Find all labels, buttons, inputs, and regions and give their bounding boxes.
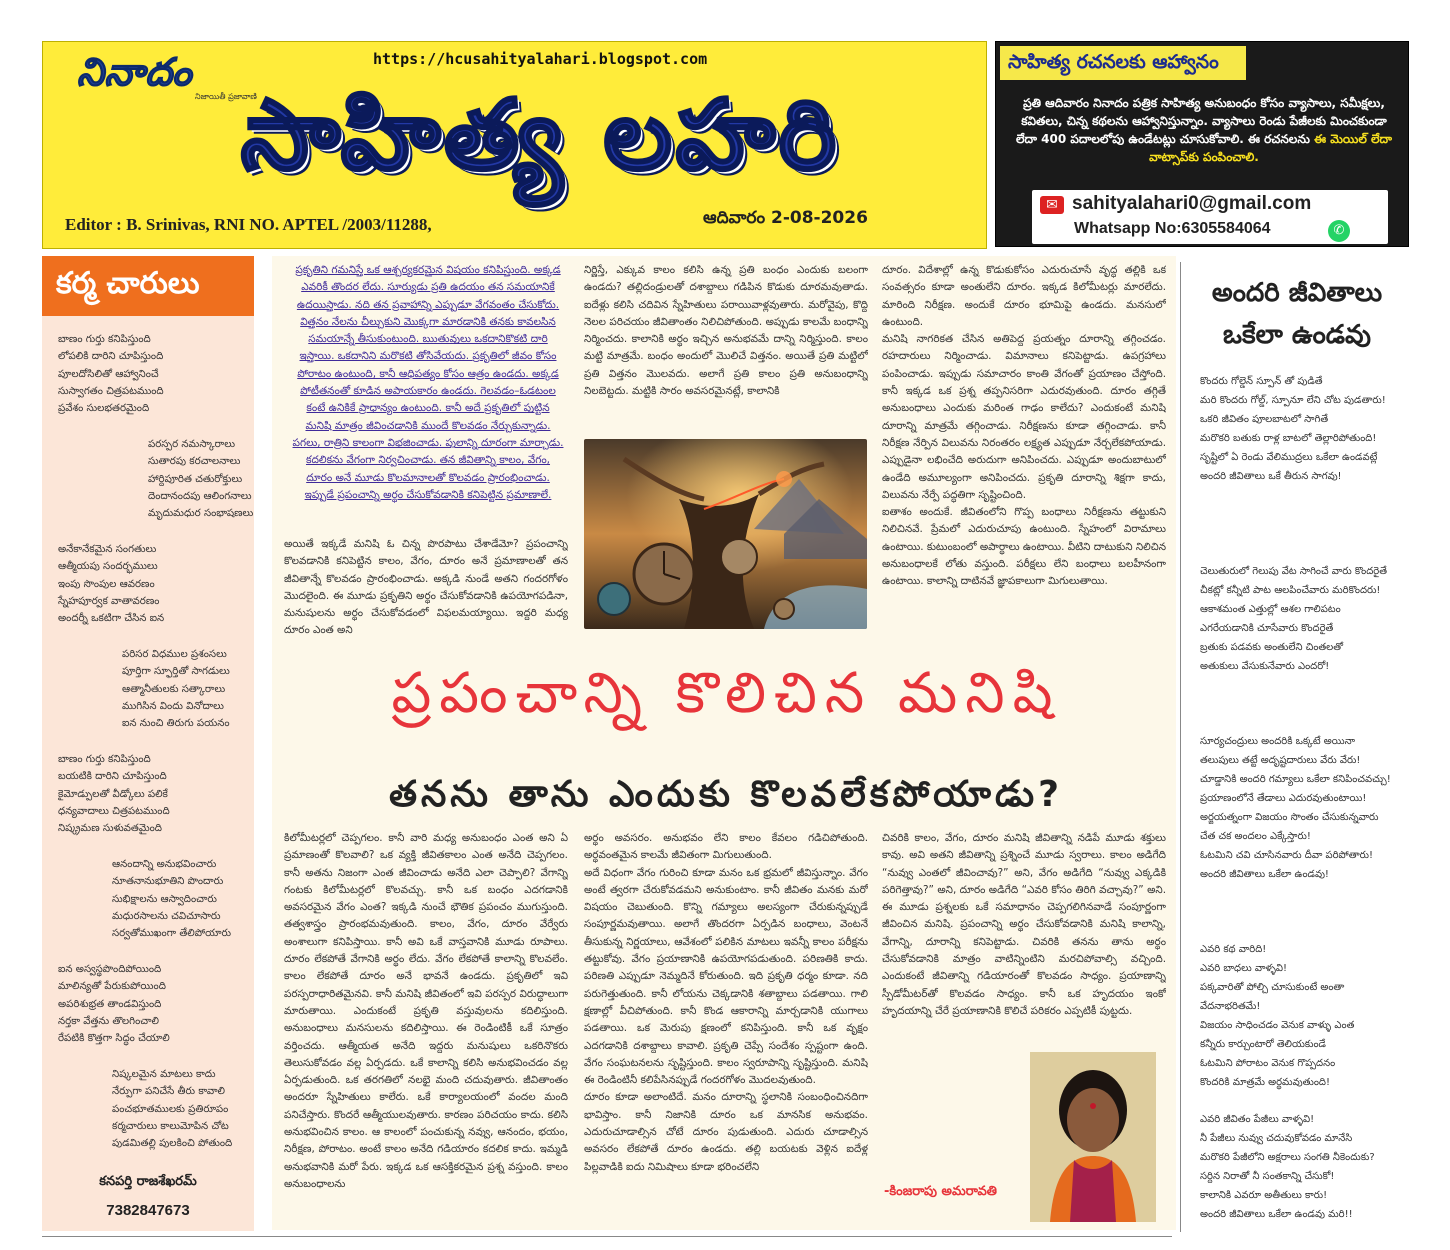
poem-stanza: ఎవరి కథ వారిది! ఎవరి బాధలు వాళ్ళవి! పక్కవారితో పోల్చి చూసుకుంటే అంతా వేదనాభరితమే! విజయం సాధించడం వెనుక వాళ్ళు ఎంత కన్నీరు కార్చుంటారో తెలియకుండే ఓటమిని పోరాటం వెనుక గొప్పదనం కొందరికి మాత్రమే అర్థమవుతుంది! [1200, 944, 1355, 1088]
masthead [42, 41, 987, 249]
call-title: సాహిత్య రచనలకు ఆహ్వానం [1000, 46, 1246, 80]
left-poem-column [42, 256, 254, 1231]
call-text [1014, 94, 1394, 166]
article-headline: ప్రపంచాన్ని కొలిచిన మనిషి [391, 661, 1061, 726]
article-intro: ప్రకృతిని గమనిస్తే ఒక ఆశ్చర్యకరమైన విషయం కనిపిస్తుంది. అక్కడ ఎవరికీ తొందర లేదు. సూర్యుడు ప్రతి ఉదయం తన సమయానికే ఉదయిస్తాడు. నది తన ప్రవాహాన్ని ఎప్పుడూ వేగవంతం చేసుకోదు. విత్తనం నేలను చీల్చుకుని మొక్కగా మారడానికి తనకు కావలసిన సమయాన్నే తీసుకుంటుంది. ఋతువులు ఒకదానికొకటి దారి ఇస్తాయి. ఒకదానిని మరొకటి తోసివేయదు. ప్రకృతిలో జీవం కోసం పోరాటం ఉంటుంది, కానీ ఆధిపత్యం కోసం ఆత్రం ఉండదు. అక్కడ పోటీతనంతో కూడిన అపాయకారం ఉండదు. గెలవడం–ఓడటంల కంటే ఉనికికే ప్రాధాన్యం ఉంటుంది. కానీ అదే ప్రకృతిలో పుట్టిన మనిషి మాత్రం జీవించడానికి ముందే కొలవడం నేర్చుకున్నాడు. పగలు, రాత్రిని కాలంగా విభజించాడు. పులాన్ని దూరంగా మార్చాడు. కదలికను వేగంగా నిర్వచించాడు. తన జీవితాన్ని కాలం, వేగం, దూరం అనే మూడు కొలమానాలతో కొలవడం ప్రారంభించాడు. ఇప్పుడే ప్రపంచాన్ని అర్థం చేసుకోవడానికి కనిపెట్టిన ప్రమాణాలే. [292, 264, 564, 501]
column-divider [1180, 262, 1181, 1232]
brand-logo: నినాదం [77, 50, 193, 94]
issue-date: ఆదివారం 2-08-2026 [703, 208, 868, 228]
article-byline: -కింజరాపు అమరావతి [884, 1184, 997, 1199]
article-col3-bottom: చివరికి కాలం, వేగం, దూరం మనిషి జీవితాన్ని నడిపే మూడు శక్తులు కావు. అవి అతని జీవితాన్ని ప్రశ్నించే మూడు స్వరాలు. కాలం అడిగేది “నువ్వు ఎంతలో జీవించావు?” అని, వేగం అడిగేది “నువ్వు ఎక్కడికి పరిగెత్తావు?” అని, దూరం అడిగేది “ఎవరి కోసం తిరిగి వచ్చావు?” అని. ఈ మూడు ప్రశ్నలకు ఒకే సమాధానం చెప్పగలిగినవాడే సంపూర్ణంగా జీవించిన మనిషి. ప్రపంచాన్ని అర్థం చేసుకోవడానికి మనిషి కాలాన్ని, వేగాన్ని, దూరాన్ని కనిపెట్టాడు. చివరికి తనను తాను అర్థం చేసుకోవడానికి మాత్రం వాటిన్నింటిని మరచిపోవాల్సి వచ్చింది. ఎందుకంటే జీవితాన్ని గడియారంతో కొలవడం సాధ్యం. ప్రయాణాన్ని స్పీడోమీటర్‌తో కొలవడం సాధ్యం. కానీ ఒక హృదయం ఇంకో హృదయాన్ని చేరే ప్రయాణానికి కొలిచే పరికరం ఎప్పటికీ పుట్టదు. [882, 832, 1166, 1017]
main-article [272, 256, 1176, 1230]
author-photo [1030, 1052, 1156, 1222]
poem-stanza: ఐన అస్వస్థపొందిపోయింది మాలిన్యతో పేరుకుపోయింది అపరిశుభ్రత తాండవిస్తుంది నర్తకా వేత్తను తొలగించాలి రేపటికి కొత్తగా సిద్ధం చేయాలి [58, 964, 170, 1045]
poem-stanza: చెలుతురులో గెలుపు వేట సాగించే వారు కొందరైతే చీకట్లో కన్నీటి పాట ఆలపించేవారు మరికొందరు! ఆకాశమంత ఎత్తుల్లో ఆశల గాలిపటం ఎగరేయడానికి చూసేవారు కొందరైతే బ్రతుకు పడవకు అంతులేని చింతలతో అతుకులు వేసుకునేవారు ఎందరో! [1200, 566, 1387, 672]
left-poem-title: కర్మ చారులు [42, 256, 254, 316]
contact-email[interactable]: sahityalahari0@gmail.com [1072, 193, 1312, 214]
poem-stanza: పరస్పర నమస్కారాలు సుతారపు కరచాలనాలు హార్దిపూరిత చతురోక్తులు దెందానందపు ఆలింగనాలు మృదుమధుర సంభాషణలు [148, 439, 254, 520]
article-col1-bottom: కిలోమీటర్లలో చెప్పగలం. కానీ వారి మధ్య అనుబంధం ఎంత అని ఏ ప్రమాణంతో కొలవాలి? ఒక వ్యక్తి జీవితకాలం ఎంత అనేది చెప్పగలం. కానీ అతను నిజంగా ఎంత జీవించాడు అనేది ఎలా చెప్పాలి? వేగాన్ని గంటకు కిలోమీటర్లలో కొలవచ్చు. కానీ ఒక బంధం ఎదగడానికి అవసరమైన వేగం ఎంత? ఇక్కడి నుంచే భౌతిక ప్రపంచం ముగుస్తుంది. తత్వశాస్త్రం ప్రారంభమవుతుంది. కాలం, వేగం, దూరం వేర్వేరు అంశాలుగా కనిపిస్తాయి. కానీ అవి ఒకే వాస్తవానికి మూడు రూపాలు. దూరం లేకపోతే వేగానికి అర్థం లేదు. వేగం లేకపోతే కాలాన్ని కొలవలేం. కాలం లేకపోతే దూరం అనే భావనే ఉండదు. ప్రకృతిలో ఇవి పరస్పరాధారితమైనవి. కానీ మనిషి జీవితంలో ఇవి పరస్పర విరుద్ధాలుగా మారుతాయి. ఎందుకంటే ప్రకృతి వస్తువులను కదిలిస్తుంది. అనుబంధాలు మనసులను కదిలిస్తాయి. ఈ రెండింటికీ ఒకే సూత్రం వర్తించదు. ఆత్మీయత అనేది ఇద్దరు మనుషులు ఒకరినొకరు తెలుసుకోవడం వల్ల ఏర్పడదు. ఒకే కాలాన్ని కలిసి అనుభవించడం వల్ల ఏర్పడుతుంది. ఒక తరగతిలో నలభై మంది చదువుతారు. జీవితాంతం అందరూ స్నేహితులు కాలేరు. ఒకే కార్యాలయంలో వందల మంది పనిచేస్తారు. కొందరే ఆత్మీయులవుతారు. కారణం పరిచయం కాదు. కలిసి అనుభవించిన కాలం. ఆ కాలంలో పంచుకున్న నవ్వు, ఆనందం, భయం, నిరీక్షణ, పోరాటం. అంటే కాలం అనేది గడియారం కదలిక కాదు. ఇమ్మడి అనుభవానికి మరో పేరు. ఇక్కడ ఒక ఆసక్తికరమైన ప్రశ్న వస్తుంది. కాలం అనుబంధాలను [284, 832, 568, 1190]
poem-stanza: కొందరు గోల్డెన్ స్పూన్ తో పుడితే మరి కొందరు గోల్డ్, స్పూనూ లేని చోట పుడతారు! ఒకరి జీవితం పూలబాటలో సాగితే మరొకరి బతుకు రాళ్ల బాటలో తెల్లారిపోతుంది! సృష్టిలో ఏ రెండు వేలిముద్రలు ఒకేలా ఉండవట్లే అందరి జీవితాలు ఒకే తీరున సాగవు! [1200, 376, 1386, 482]
whatsapp-icon: ✆ [1328, 220, 1350, 242]
poem-stanza: బాణం గుర్తు కనిపిస్తుంది బయటికి దారిని చూపిస్తుంది కైమోడ్పులతో వీడ్కోలు పలికే ధన్యవాదాలు చిత్రపటముంది నిష్క్రమణ సుళువతమైంది [58, 754, 170, 835]
poem-stanza: సూర్యచంద్రులు అందరికి ఒక్కటే అయినా తలుపులు తట్టే అదృష్టదారులు వేరు వేరు! చూడ్డానికి అందరి గమ్యాలు ఒకేలా కనిపించవచ్చు! ప్రయాణంలోనే తేడాలు ఎదురవుతుంటాయి! అర్జయత్నంగా విజయం సొంతం చేసుకున్నవారు చేత చక అందలం ఎక్కేస్తారు! ఓటమిని చవి చూసినవారు దీవా పరిపోతారు! అందరి జీవితాలు ఒకేలా ఉండవు! [1200, 736, 1391, 880]
poem-stanza: పరిసర విధముల ప్రశంసలు పూర్తిగా స్ఫూర్తితో సాగడులు ఆత్మానీతులకు సత్కారాలు ముగిసిన విందు వినోదాలు ఐన నుంచి తిరుగు పయనం [122, 649, 230, 730]
clock-tree-illustration [584, 439, 867, 629]
article-col2-bottom: అర్థం అవసరం. అనుభవం లేని కాలం కేవలం గడిచిపోతుంది. అర్థవంతమైన కాలమే జీవితంగా మిగులుతుంది. అదే విధంగా వేగం గురించి కూడా మనం ఒక భ్రమలో జీవిస్తున్నాం. వేగం అంటే త్వరగా చేరుకోవడమని అనుకుంటాం. కానీ జీవితం మనకు మరో విషయం చెబుతుంది. కొన్ని గమ్యాలు అలస్యంగా చేరుకున్నప్పుడే సంపూర్ణమవుతాయి. అలాగే తొందరగా ఏర్పడిన బంధాలు, వెంటనే తీసుకున్న నిర్ణయాలు, ఆవేశంలో పలికిన మాటలు ఇవన్నీ కాలం పరీక్షను తట్టుకోవు. వేగం ప్రయాణానికి ఉపయోగపడుతుంది. పరిణతికి కాదు. పరిణతి ఎప్పుడూ నెమ్మదినే కోరుతుంది. ఇది ప్రకృతి ధర్మం కూడా. నది పరుగెత్తుతుంది. కానీ లోయను చెక్కడానికి శతాబ్దాలు పడతాయి. గాలి క్షణాల్లో వీచిపోతుంది. కానీ కొండ ఆకారాన్ని మార్చడానికి యుగాలు పడతాయి. ఒక మెరుపు క్షణంలో కనిపిస్తుంది. కానీ ఒక వృక్షం ఎదగడానికి దశాబ్దాలు కావాలి. ప్రకృతి చెప్పే సందేశం స్పష్టంగా ఉంది. వేగం సంఘటనలను సృష్టిస్తుంది. కాలం స్వరూపాన్ని సృష్టిస్తుంది. మనిషి ఈ రెండింటినీ కలిపేసినప్పుడే గందరగోళం మొదలవుతుంది. దూరం కూడా అలాంటిదే. మనం దూరాన్ని స్థలానికి సంబంధించినదిగా భావిస్తాం. కానీ నిజానికి దూరం ఒక మానసిక అనుభవం. ఎదురుచూడాల్సిన చోటే దూరం పుడుతుంది. ఎదురు చూడాల్సిన అవసరం లేకపోతే దూరం ఉండదు. తల్లి బయటకు వెళ్లిన ఐదేళ్ల పిల్లవాడికి ఐదు నిమిషాలు కూడా భరించలేని [584, 832, 868, 1173]
call-body: ప్రతి ఆదివారం నినాదం పత్రిక సాహిత్య అనుబంధం కోసం వ్యాసాలు, సమీక్షలు, కవితలు, చిన్న కథలను ఆహ్వానిస్తున్నాం. వ్యాసాలు రెండు పేజీలకు మించకుండా లేదా 400 పదాలలోపు ఉండేటట్లు చూసుకోవాలి. ఈ రచనలను [1015, 96, 1387, 146]
mail-icon: ✉ [1040, 196, 1064, 214]
brand-tagline: నిజాయితీ ప్రజావాణి [195, 92, 257, 101]
poem-stanza: నిష్కలమైన మాటలు కాదు నేర్పుగా పనిచేసే తీరు కావాలి పంచభూతములకు ప్రతిరూపం కర్మచారులు కాలుమోపిన చోట పుడమితల్లి పులకించి పోతుంది [112, 1069, 233, 1150]
right-poem-column [1186, 256, 1408, 1250]
submission-call-box [995, 41, 1409, 247]
call-highlight: ఈ మెయిల్ లేదా వాట్సాప్‌కు పంపించాలి. [1149, 132, 1393, 164]
article-col3-top: దూరం. విదేశాల్లో ఉన్న కొడుకుకోసం ఎదురుచూసే వృద్ధ తల్లికి ఒక సంవత్సరం కూడా అంతులేని దూరం. ఇక్కడ కిలోమీటర్లు మారలేదు. మారింది నిరీక్షణ. అందుకే దూరం భూమిపై ఉండదు. మనసులో ఉంటుంది. మనిషి నాగరికత చేసిన అతిపెద్ద ప్రయత్నం దూరాన్ని తగ్గించడం. రహదారులు నిర్మించాడు. విమానాలు కనిపెట్టాడు. ఉపగ్రహాలు పంపించాడు. ఇప్పుడు సమాచారం కాంతి వేగంతో ప్రయాణం చేస్తోంది. కానీ ఇక్కడ ఒక ప్రశ్న తప్పనిసరిగా ఎదురవుతుంది. దూరం తగ్గితే అనుబంధాలు ఎందుకు మరింత గాఢం కాలేదు? ఎందుకంటే మనిషి దూరాన్ని మాత్రమే తగ్గించాడు. నిరీక్షణను కూడా తగ్గించాడు. కానీ నిరీక్షణ నేర్పిన విలువను నిరంతరం లక్ష్యత ఎప్పుడూ నేర్చలేకపోయాడు. ఎప్పుడైనా లభించేది అరుదుగా అనిపించదు. ఎప్పుడూ అందుబాటులో ఉండేది అమూల్యంగా అనిపించదు. ప్రకృతి దూరాన్ని శిక్షగా కాదు, విలువను నేర్పే పద్ధతిగా సృష్టించింది. ఐతాశం అందుకే. జీవితంలోని గొప్ప బంధాలు నిరీక్షణను తట్టుకుని నిలిచినవే. ప్రేమలో ఎదురుచూపు ఉంటుంది. స్నేహంలో విరామాలు ఉంటాయి. కుటుంబంలో అపార్థాలు ఉంటాయి. వీటిని దాటుకుని నిలిచిన అనుబంధాలకే లోతు వస్తుంది. పరీక్షలు లేని బంధాలు బలహీనంగా ఉంటాయి. కాలాన్ని దాటినవే జ్ఞాపకాలుగా మిగులుతాయి. [882, 264, 1166, 588]
poem-stanza: ఎవరి జీవితం పేజీలు వాళ్ళవి! నీ పేజీలు నువ్వు చదువుకోవడం మానేసి మరొకరి పేజీలోని అక్షరాలు సంగతి నీకెందుకు? సర్దిన నిరాతో నీ సంతకాన్ని చేసుకో! కాలానికి ఎవరూ అతీతులు కారు! అందరి జీవితాలు ఒకేలా ఉండవు మరి!! [1200, 1114, 1375, 1220]
page-title: సాహిత్య లహరి [241, 78, 840, 191]
article-col2-top: నిర్ణిస్తే, ఎక్కువ కాలం కలిసి ఉన్న ప్రతి బంధం ఎందుకు బలంగా ఉండదు? తల్లిదండ్రులతో దశాబ్దాలు గడిపిన కొడుకు దూరమవుతాడు. ఐదేళ్లు కలిసి చదివిన స్నేహితులు పరాయివాళ్లవుతారు. మరోవైపు, కొద్ది నెలల పరిచయం జీవితాంతం నిలిచిపోతుంది. అప్పుడు కాలమే బంధాన్ని నిర్మించదు. కాలానికి అర్థం ఇచ్చిన అనుభవమే దాన్ని నిర్మిస్తుంది. కాలం మట్టి మాత్రమే. బంధం అందులో మొలిచే విత్తనం. అయితే ప్రతి మట్టిలో ప్రతి విత్తనం మొలవదు. అలాగే ప్రతి కాలం ప్రతి అనుబంధాన్ని నిలబెట్టదు. మట్టికి సారం అవసరమైనట్లే, కాలానికి [584, 264, 868, 398]
poem-author-phone: 7382847673 [106, 1202, 190, 1219]
editor-line: Editor : B. Srinivas, RNI NO. APTEL /2003/11288, [65, 215, 432, 234]
right-poem-title: అందరి జీవితాలు ఒకేలా ఉండవు [1211, 278, 1383, 350]
article-col1-top: అయితే ఇక్కడే మనిషి ఓ చిన్న పొరపాటు చేశాడేమో? ప్రపంచాన్ని కొలవడానికి కనిపెట్టిన కాలం, వేగం, దూరం అనే ప్రమాణాలతో తన జీవితాన్నే కొలవడం ప్రారంభించాడు. అక్కడి నుండే అతని గందరగోళం మొదలైంది. ఈ మూడు ప్రకృతిని అర్థం చేసుకోవడానికి ఉపయోగపడినా, మనుషులను అర్థం చేసుకోవడంలో విఫలమయ్యాయి. ఇద్దరి మధ్య దూరం ఎంత అని [284, 538, 568, 637]
poem-author: కనపర్తి రాజశేఖరమ్ [99, 1174, 197, 1189]
author-portrait [1030, 1052, 1156, 1222]
poem-stanza: బాణం గుర్తు కనిపిస్తుంది లోపలికి దారిని చూపిస్తుంది పూలదోసిలితో ఆహ్వానించే సుస్వాగతం చిత్రపటముంది ప్రవేశం సులభతరమైంది [58, 334, 164, 415]
poem-stanza: అనేకానేకమైన సంగతులు ఆత్మీయపు సందర్భములు ఇంపు సొంపుల ఆవరణం స్నేహపూర్వక వాతావరణం అందర్నీ ఒకటిగా చేసిన ఐన [58, 544, 165, 625]
article-illustration [584, 439, 867, 629]
contact-panel [1032, 190, 1388, 244]
blog-url[interactable]: https://hcusahityalahari.blogspot.com [373, 50, 708, 68]
article-subheadline: తనను తాను ఎందుకు కొలవలేకపోయాడు? [389, 774, 1063, 815]
bottom-rule [42, 1236, 1172, 1237]
poem-stanza: ఆనందాన్ని అనుభవించారు నూతనానుభూతిని పొందారు సుభిక్షాలను ఆస్వాదించారు మధురసాలను చవిచూసారు సర్వతోముఖంగా తేలిపోయారు [112, 859, 232, 940]
whatsapp-number[interactable]: Whatsapp No:6305584064 [1074, 220, 1271, 237]
